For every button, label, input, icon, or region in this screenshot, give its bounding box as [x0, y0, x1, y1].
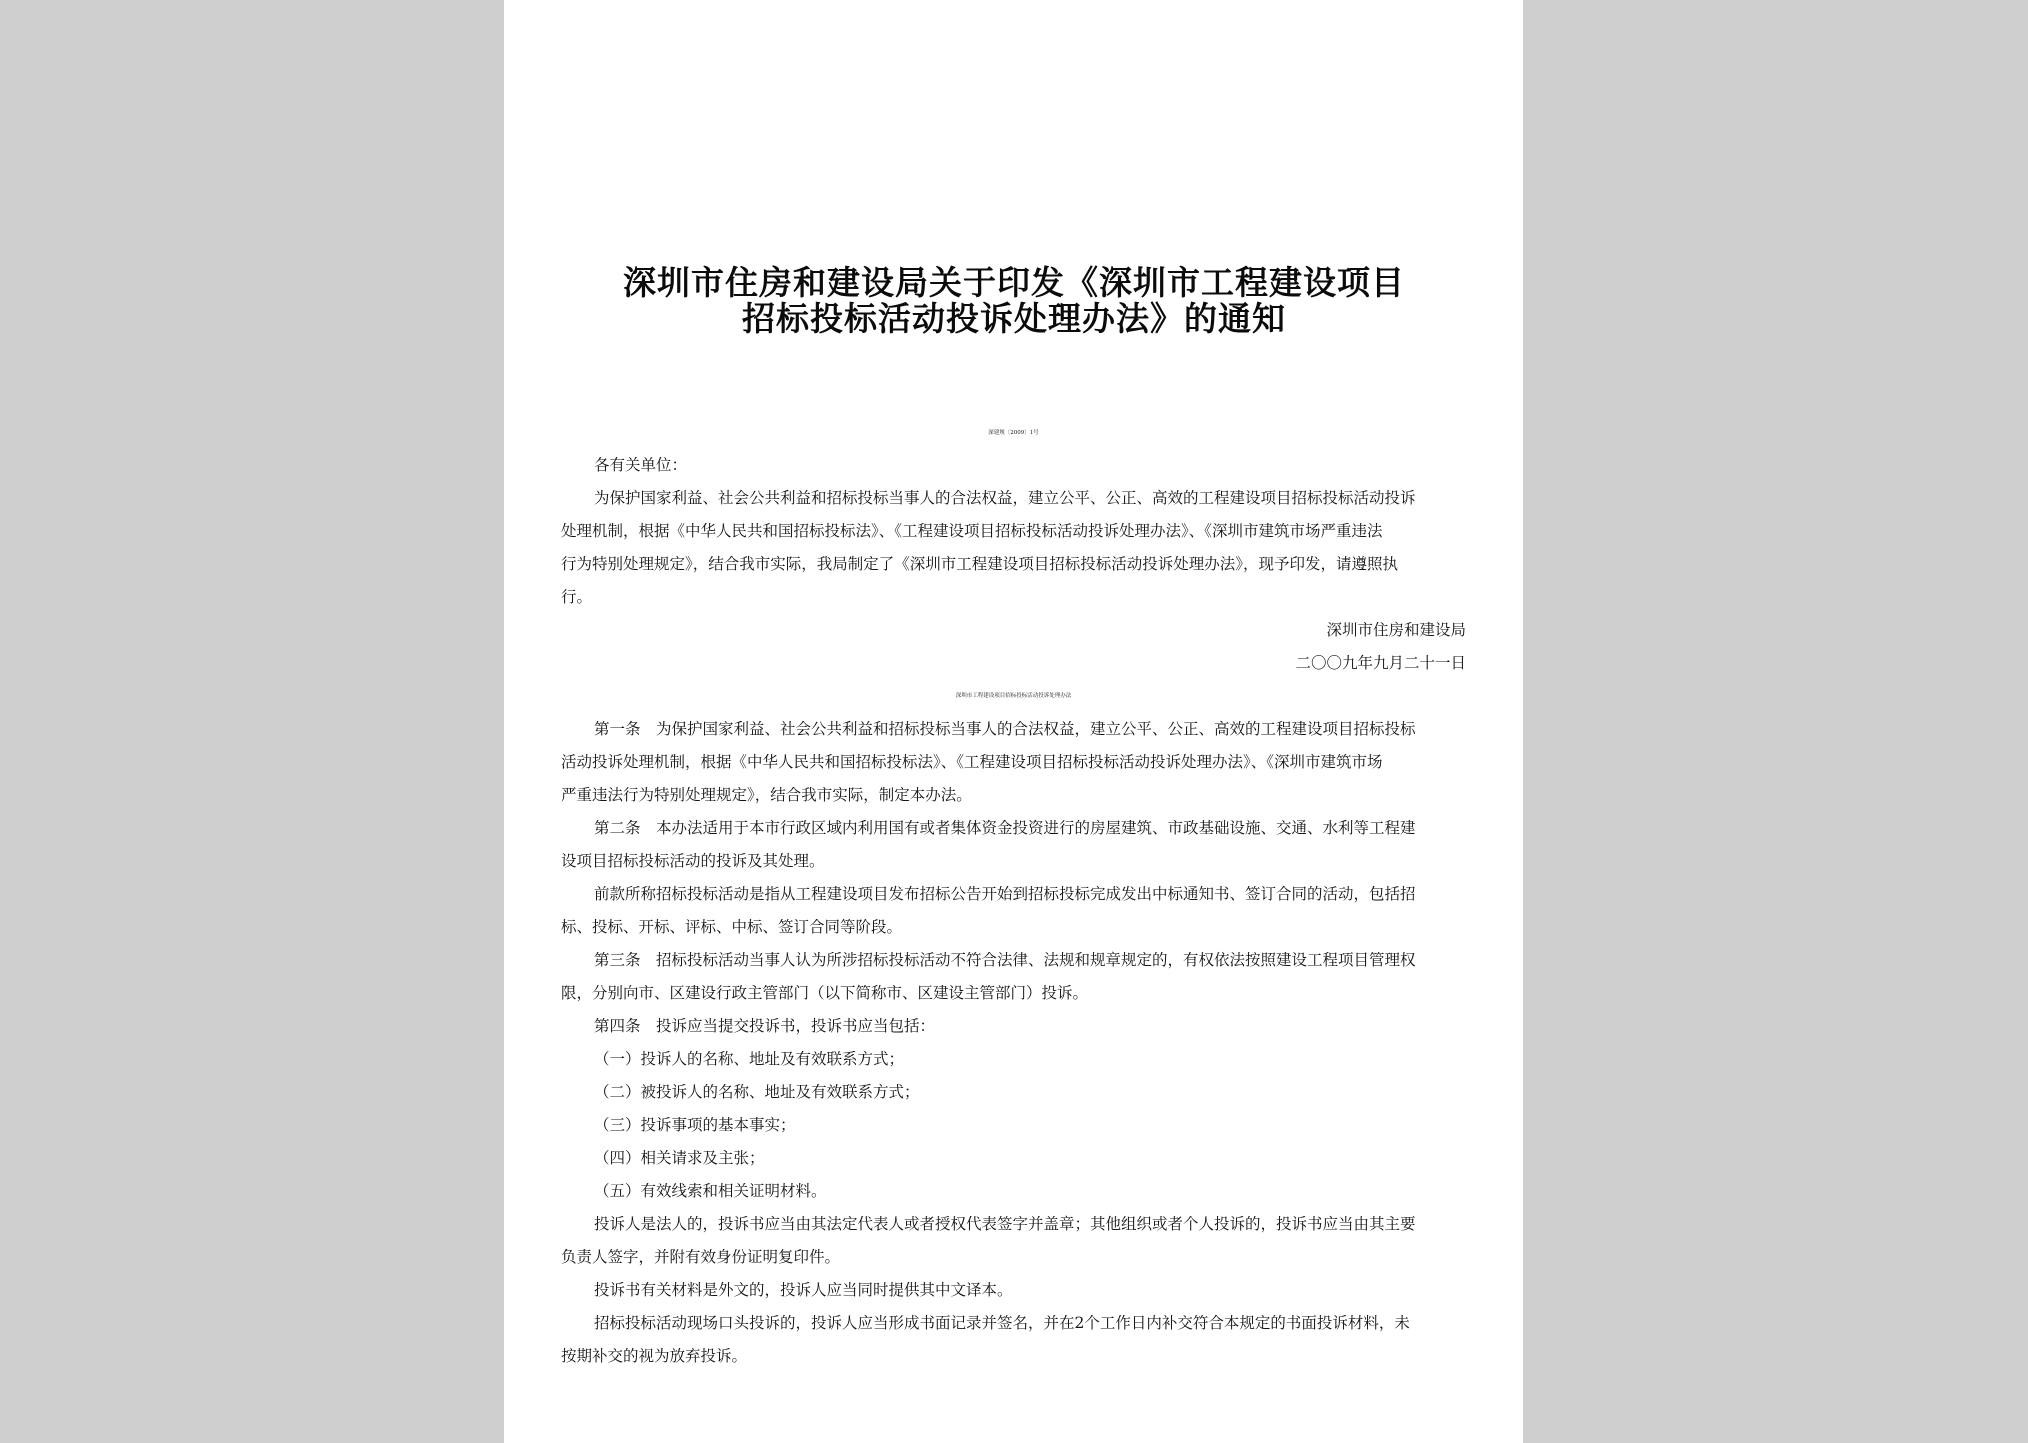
notice-line: 为保护国家利益、社会公共利益和招标投标当事人的合法权益，建立公平、公正、高效的工程建设项目招标投标活动投诉 — [594, 489, 1416, 507]
body-line: 标、投标、开标、评标、中标、签订合同等阶段。 — [561, 918, 903, 936]
body-line: 限，分别向市、区建设行政主管部门（以下简称市、区建设主管部门）投诉。 — [561, 984, 1089, 1002]
body-line: 按期补交的视为放弃投诉。 — [561, 1347, 748, 1365]
salutation: 各有关单位： — [594, 456, 688, 474]
issue-date: 二〇〇九年九月二十一日 — [1295, 654, 1466, 672]
body-line: 第三条 招标投标活动当事人认为所涉招标投标活动不符合法律、法规和规章规定的，有权依法按照建设工程项目管理权 — [594, 951, 1416, 969]
body-line: （一）投诉人的名称、地址及有效联系方式； — [594, 1050, 905, 1068]
body-line: 投诉书有关材料是外文的，投诉人应当同时提供其中文译本。 — [594, 1281, 1013, 1299]
issuer-name: 深圳市住房和建设局 — [1326, 621, 1466, 639]
body-line: 第一条 为保护国家利益、社会公共利益和招标投标当事人的合法权益，建立公平、公正、高效的工程建设项目招标投标 — [594, 720, 1416, 738]
body-line: 第四条 投诉应当提交投诉书，投诉书应当包括： — [594, 1017, 936, 1035]
notice-line: 行为特别处理规定》，结合我市实际，我局制定了《深圳市工程建设项目招标投标活动投诉处理办法》，现予印发，请遵照执 — [561, 555, 1399, 573]
document-title-line-1: 深圳市住房和建设局关于印发《深圳市工程建设项目 — [623, 263, 1405, 302]
notice-line: 行。 — [561, 588, 593, 606]
body-line: 负责人签字，并附有效身份证明复印件。 — [561, 1248, 841, 1266]
body-line: （二）被投诉人的名称、地址及有效联系方式； — [594, 1083, 920, 1101]
body-line: （五）有效线索和相关证明材料。 — [594, 1182, 827, 1200]
body-line: 前款所称招标投标活动是指从工程建设项目发布招标公告开始到招标投标完成发出中标通知书、签订合同的活动，包括招 — [594, 885, 1416, 903]
body-line: （四）相关请求及主张； — [594, 1149, 765, 1167]
body-line: 投诉人是法人的，投诉书应当由其法定代表人或者授权代表签字并盖章；其他组织或者个人投诉的，投诉书应当由其主要 — [594, 1215, 1416, 1233]
document-page — [504, 0, 1523, 1443]
body-line: 招标投标活动现场口头投诉的，投诉人应当形成书面记录并签名，并在2个工作日内补交符合本规定的书面投诉材料，未 — [594, 1314, 1410, 1332]
document-number: 深建规〔2009〕1号 — [988, 430, 1039, 436]
document-title-line-2: 招标投标活动投诉处理办法》的通知 — [742, 299, 1286, 338]
body-line: 严重违法行为特别处理规定》，结合我市实际，制定本办法。 — [561, 786, 972, 804]
body-line: （三）投诉事项的基本事实； — [594, 1116, 796, 1134]
measures-title: 深圳市工程建设项目招标投标活动投诉处理办法 — [955, 693, 1072, 699]
body-line: 第二条 本办法适用于本市行政区域内利用国有或者集体资金投资进行的房屋建筑、市政基础设施、交通、水利等工程建 — [594, 819, 1416, 837]
body-line: 活动投诉处理机制，根据《中华人民共和国招标投标法》、《工程建设项目招标投标活动投诉处理办法》、《深圳市建筑市场 — [561, 753, 1383, 771]
notice-line: 处理机制，根据《中华人民共和国招标投标法》、《工程建设项目招标投标活动投诉处理办法》、《深圳市建筑市场严重违法 — [561, 522, 1383, 540]
body-line: 设项目招标投标活动的投诉及其处理。 — [561, 852, 825, 870]
